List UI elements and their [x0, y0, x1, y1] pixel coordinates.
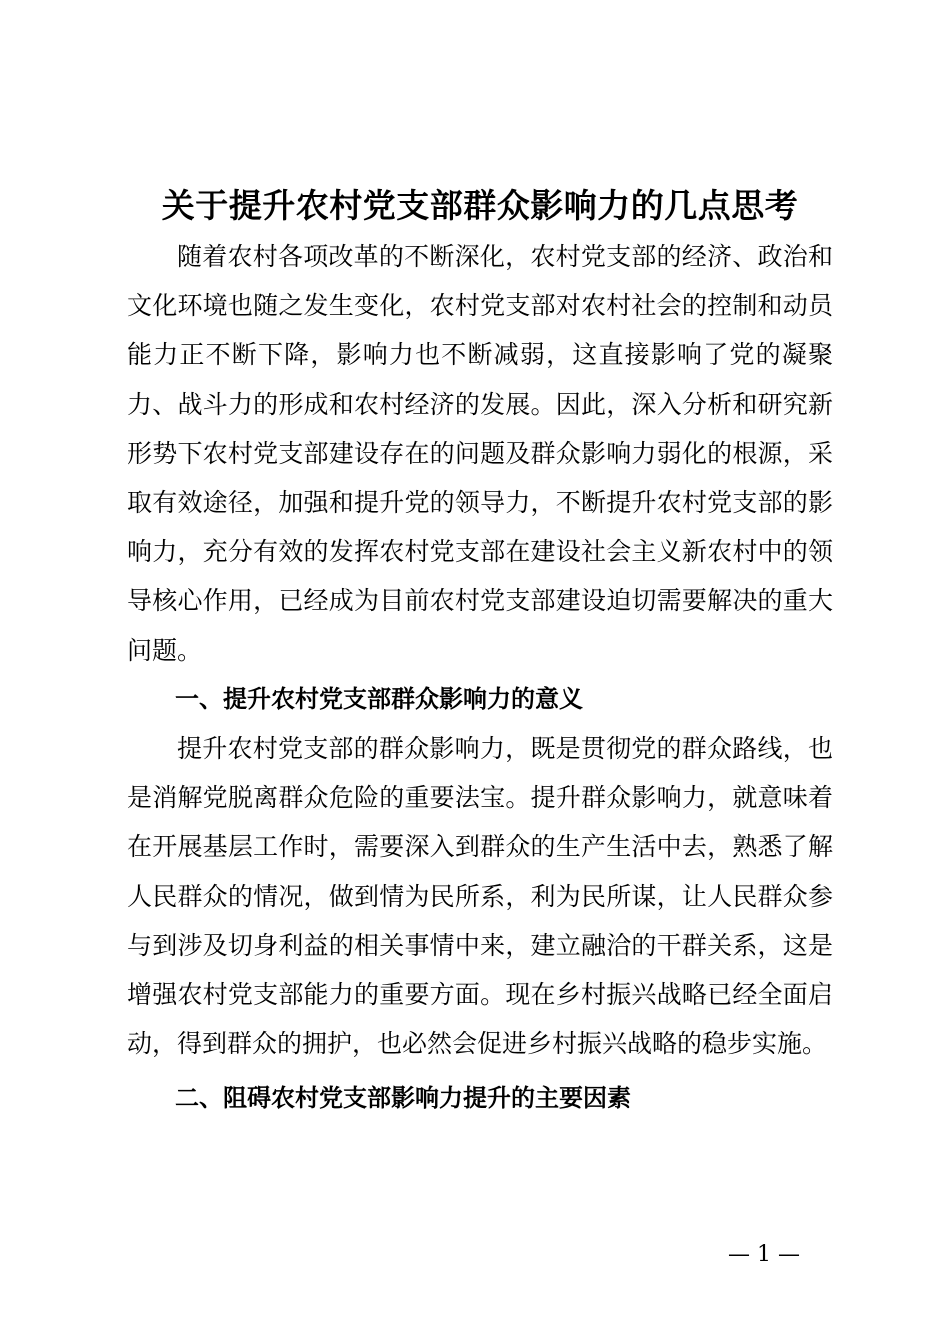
- document-body: [127, 232, 833, 1124]
- document-title: 关于提升农村党支部群众影响力的几点思考: [161, 186, 799, 225]
- page-number: — 1 —: [728, 1242, 800, 1267]
- paragraph-intro: 随着农村各项改革的不断深化，农村党支部的经济、政治和文化环境也随之发生变化，农村党支部对农村社会的控制和动员能力正不断下降，影响力也不断减弱，这直接影响了党的凝聚力、战斗力的形成和农村经济的发展。因此，深入分析和研究新形势下农村党支部建设存在的问题及群众影响力弱化的根源，采取有效途径，加强和提升党的领导力，不断提升农村党支部的影响力，充分有效的发挥农村党支部在建设社会主义新农村中的领导核心作用，已经成为目前农村党支部建设迫切需要解决的重大问题。: [127, 242, 833, 665]
- section-heading-1: 一、提升农村党支部群众影响力的意义: [175, 684, 583, 713]
- section-heading-2: 二、阻碍农村党支部影响力提升的主要因素: [175, 1084, 631, 1113]
- paragraph-section-1: 提升农村党支部的群众影响力，既是贯彻党的群众路线，也是消解党脱离群众危险的重要法宝。提升群众影响力，就意味着在开展基层工作时，需要深入到群众的生产生活中去，熟悉了解人民群众的情况，做到情为民所系，利为民所谋，让人民群众参与到涉及切身利益的相关事情中来，建立融洽的干群关系，这是增强农村党支部能力的重要方面。现在乡村振兴战略已经全面启动，得到群众的拥护，也必然会促进乡村振兴战略的稳步实施。: [127, 734, 833, 1059]
